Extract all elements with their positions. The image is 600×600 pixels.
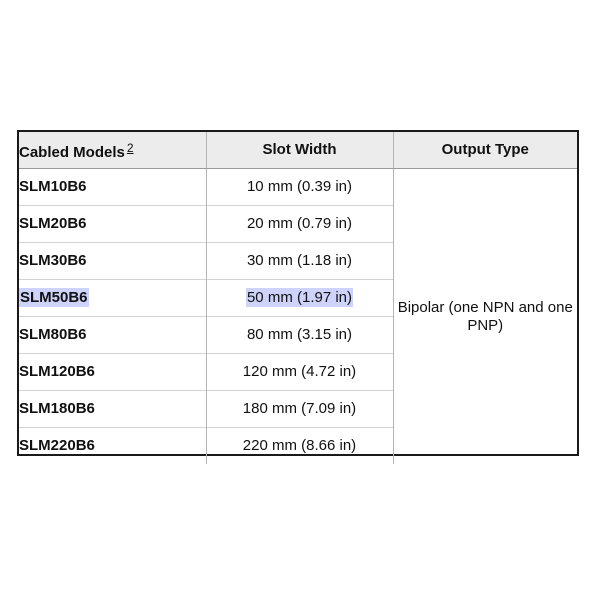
model-cell: SLM120B6 — [19, 354, 206, 391]
highlighted-width-text: 50 mm (1.97 in) — [246, 289, 353, 306]
output-type-cell: Bipolar (one NPN and one PNP) — [393, 169, 577, 465]
header-cabled-models — [19, 132, 206, 169]
footnote-link[interactable]: 2 — [126, 140, 134, 155]
slot-width-cell: 20 mm (0.79 in) — [206, 206, 393, 243]
slot-width-cell: 220 mm (8.66 in) — [206, 428, 393, 465]
model-cell — [19, 280, 206, 317]
table-row — [19, 169, 577, 206]
slot-width-cell: 180 mm (7.09 in) — [206, 391, 393, 428]
models-table — [19, 132, 577, 464]
header-slot-width: Slot Width — [206, 132, 393, 169]
model-cell: SLM220B6 — [19, 428, 206, 465]
model-cell: SLM20B6 — [19, 206, 206, 243]
header-cabled-models-label: Cabled Models — [19, 143, 125, 161]
slot-width-cell: 30 mm (1.18 in) — [206, 243, 393, 280]
table-header-row — [19, 132, 577, 169]
slot-width-cell: 80 mm (3.15 in) — [206, 317, 393, 354]
highlighted-model-text: SLM50B6 — [20, 289, 88, 306]
model-cell: SLM10B6 — [19, 178, 87, 195]
header-output-type: Output Type — [393, 132, 577, 169]
model-cell: SLM30B6 — [19, 243, 206, 280]
slot-width-cell: 10 mm (0.39 in) — [206, 169, 393, 206]
slot-width-cell: 120 mm (4.72 in) — [206, 354, 393, 391]
slot-width-cell — [206, 280, 393, 317]
models-table-frame — [17, 130, 579, 456]
model-cell: SLM80B6 — [19, 317, 206, 354]
model-cell: SLM180B6 — [19, 391, 206, 428]
